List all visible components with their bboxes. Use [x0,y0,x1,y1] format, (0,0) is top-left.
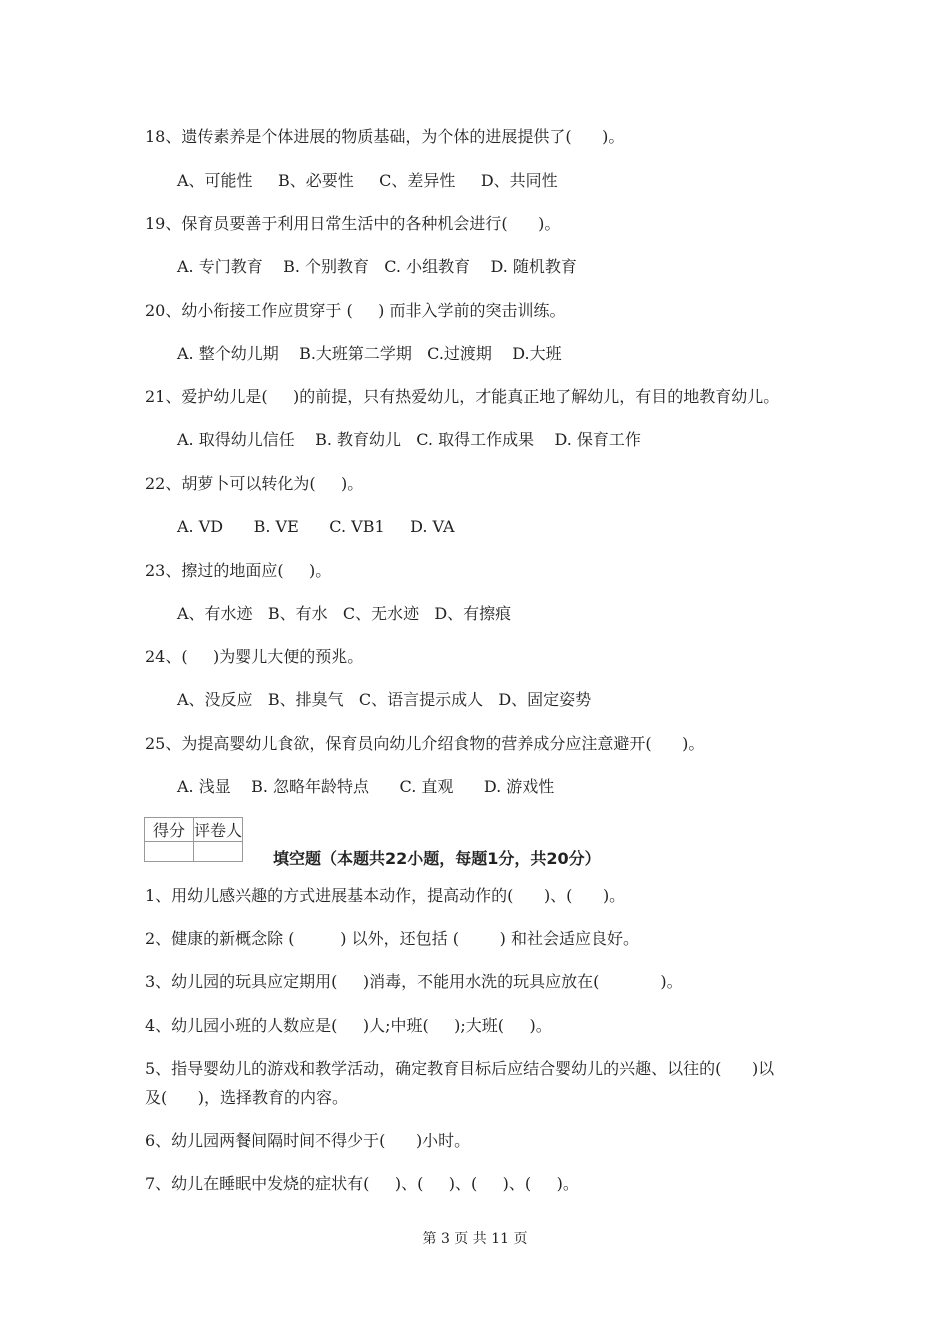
question-20-options: A. 整个幼儿期 B.大班第二学期 C.过渡期 D.大班 [177,344,562,363]
score-cell[interactable] [145,842,194,862]
question-20: 20、幼小衔接工作应贯穿于 ( ) 而非入学前的突击训练。 [145,301,566,320]
fill-question-5-line2: 及( )，选择教育的内容。 [145,1088,349,1107]
fill-question-6: 6、幼儿园两餐间隔时间不得少于( )小时。 [145,1131,471,1150]
grader-header: 评卷人 [194,818,243,842]
fill-question-2: 2、健康的新概念除 ( ) 以外，还包括 ( ) 和社会适应良好。 [145,929,639,948]
question-18-options: A、可能性 B、必要性 C、差异性 D、共同性 [177,171,558,190]
question-24: 24、( )为婴儿大便的预兆。 [145,647,364,666]
grader-cell[interactable] [194,842,243,862]
question-21: 21、爱护幼儿是( )的前提，只有热爱幼儿，才能真正地了解幼儿，有目的地教育幼儿。 [145,387,780,406]
question-19: 19、保育员要善于利用日常生活中的各种机会进行( )。 [145,214,561,233]
score-header: 得分 [145,818,194,842]
question-18: 18、遗传素养是个体进展的物质基础，为个体的进展提供了( )。 [145,127,625,146]
question-24-options: A、没反应 B、排臭气 C、语言提示成人 D、固定姿势 [177,690,592,709]
question-25-options: A. 浅显 B. 忽略年龄特点 C. 直观 D. 游戏性 [177,777,555,796]
fill-question-7: 7、幼儿在睡眠中发烧的症状有( )、( )、( )、( )。 [145,1174,579,1193]
question-19-options: A. 专门教育 B. 个别教育 C. 小组教育 D. 随机教育 [177,257,577,276]
question-22-options: A. VD B. VE C. VB1 D. VA [177,517,455,536]
question-21-options: A. 取得幼儿信任 B. 教育幼儿 C. 取得工作成果 D. 保育工作 [177,430,641,449]
fill-question-5-line1: 5、指导婴幼儿的游戏和教学活动，确定教育目标后应结合婴幼儿的兴趣、以往的( )以 [145,1059,775,1078]
question-23: 23、擦过的地面应( )。 [145,561,332,580]
question-25: 25、为提高婴幼儿食欲，保育员向幼儿介绍食物的营养成分应注意避开( )。 [145,734,705,753]
fill-question-1: 1、用幼儿感兴趣的方式进展基本动作，提高动作的( )、( )。 [145,886,626,905]
question-23-options: A、有水迹 B、有水 C、无水迹 D、有擦痕 [177,604,512,623]
fill-question-4: 4、幼儿园小班的人数应是( )人;中班( );大班( )。 [145,1016,552,1035]
question-22: 22、胡萝卜可以转化为( )。 [145,474,364,493]
score-table [144,817,243,862]
fill-question-3: 3、幼儿园的玩具应定期用( )消毒，不能用水洗的玩具应放在( )。 [145,972,683,991]
section-title: 填空题（本题共22小题，每题1分，共20分） [273,849,601,868]
page-footer: 第 3 页 共 11 页 [422,1231,528,1247]
